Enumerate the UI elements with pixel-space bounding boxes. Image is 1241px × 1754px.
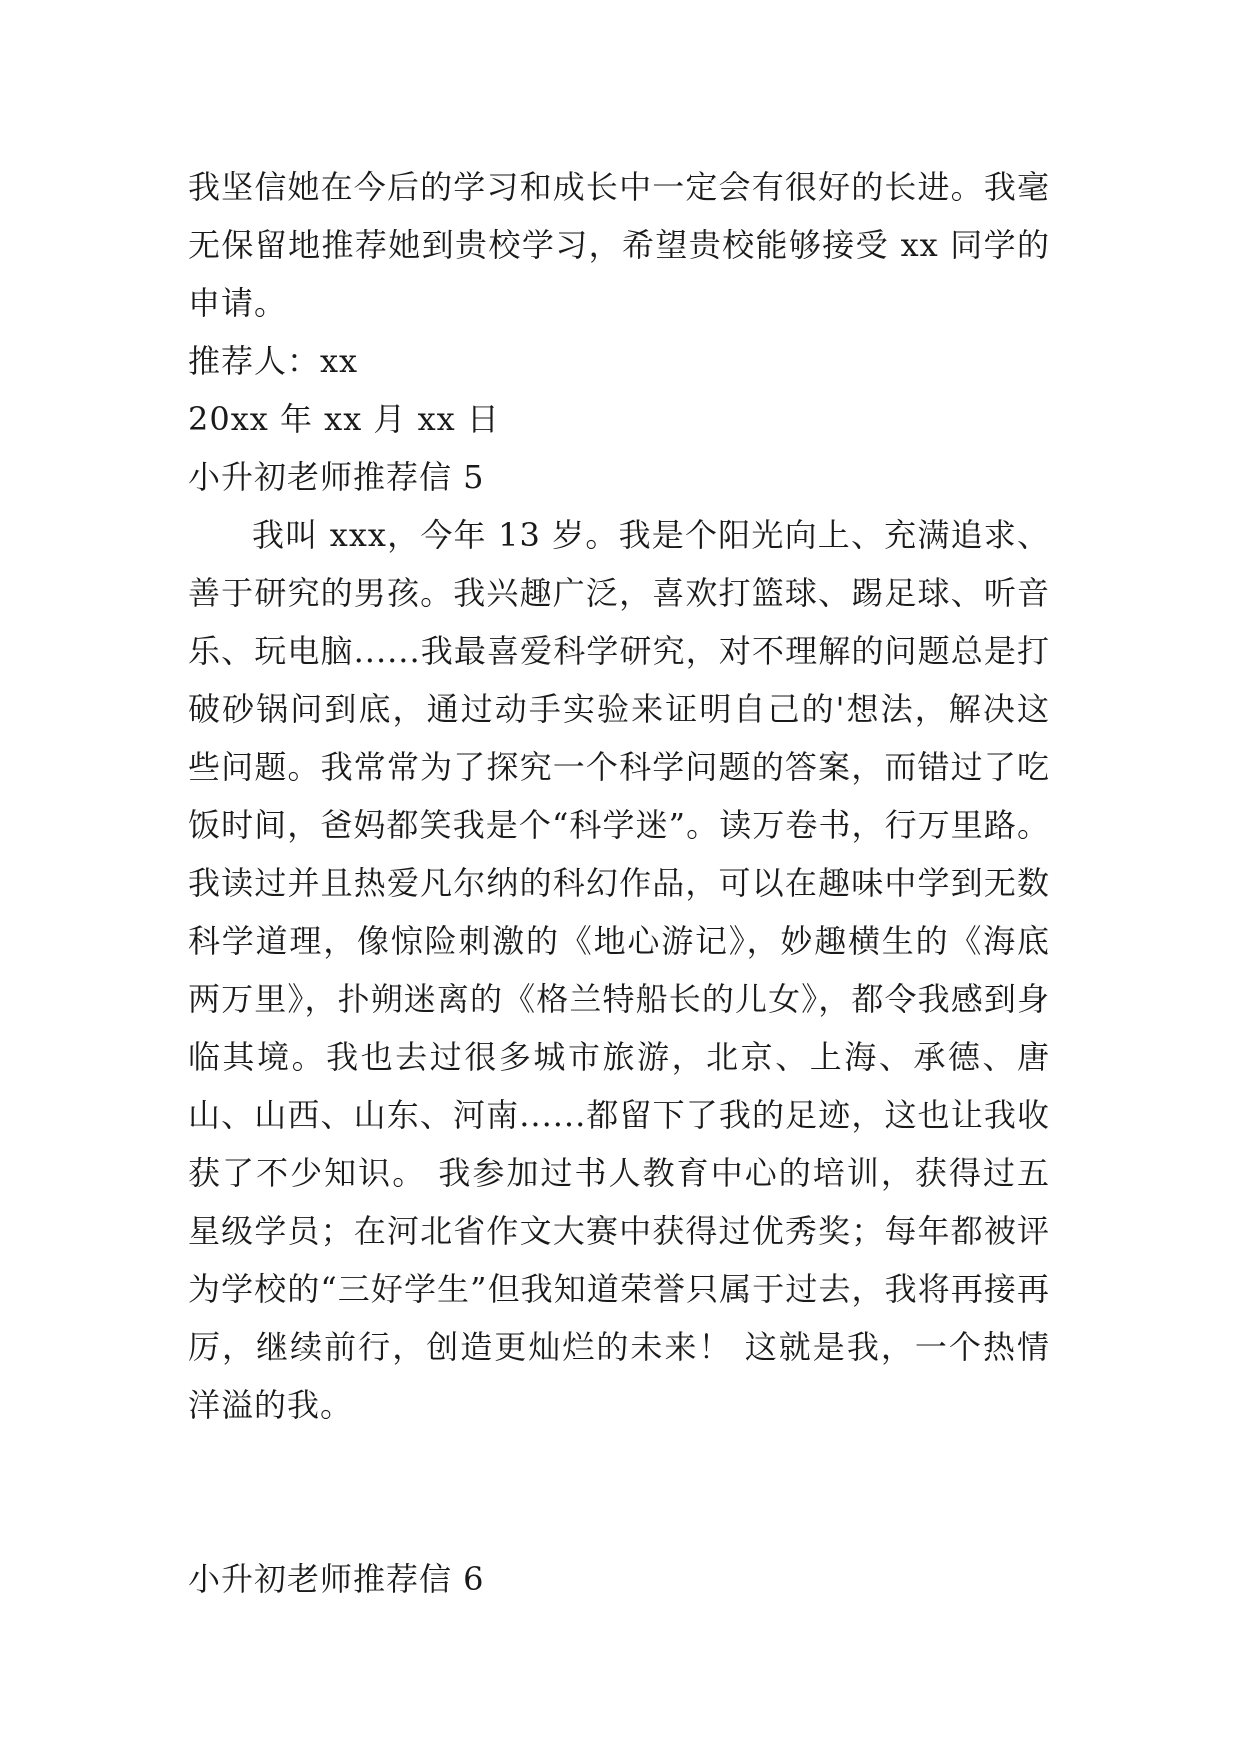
date-line: 20xx 年 xx 月 xx 日 xyxy=(188,400,500,438)
section-heading-6: 小升初老师推荐信 6 xyxy=(188,1560,485,1598)
section-heading-5: 小升初老师推荐信 5 xyxy=(188,458,485,496)
section-spacer xyxy=(188,1434,1050,1550)
signature-line: 推荐人：xx xyxy=(188,342,359,380)
document-content xyxy=(188,158,1050,1608)
closing-paragraph: 我坚信她在今后的学习和成长中一定会有很好的长进。我毫无保留地推荐她到贵校学习，希望贵校能够接受 xx 同学的申请。 xyxy=(188,168,1050,322)
section-5-body: 我叫 xxx，今年 13 岁。我是个阳光向上、充满追求、善于研究的男孩。我兴趣广泛，喜欢打篮球、踢足球、听音乐、玩电脑......我最喜爱科学研究，对不理解的问题总是打破砂锅问到底，通过动手实验来证明自己的'想法，解决这些问题。我常常为了探究一个科学问题的答案，而错过了吃饭时间，爸妈都笑我是个“科学迷”。读万卷书，行万里路。我读过并且热爱凡尔纳的科幻作品，可以在趣味中学到无数科学道理，像惊险刺激的《地心游记》，妙趣横生的《海底两万里》，扑朔迷离的《格兰特船长的儿女》，都令我感到身临其境。我也去过很多城市旅游，北京、上海、承德、唐山、山西、山东、河南......都留下了我的足迹，这也让我收获了不少知识。 我参加过书人教育中心的培训，获得过五星级学员；在河北省作文大赛中获得过优秀奖；每年都被评为学校的“三好学生”但我知道荣誉只属于过去，我将再接再厉，继续前行，创造更灿烂的未来！ 这就是我，一个热情洋溢的我。 xyxy=(188,516,1050,1424)
